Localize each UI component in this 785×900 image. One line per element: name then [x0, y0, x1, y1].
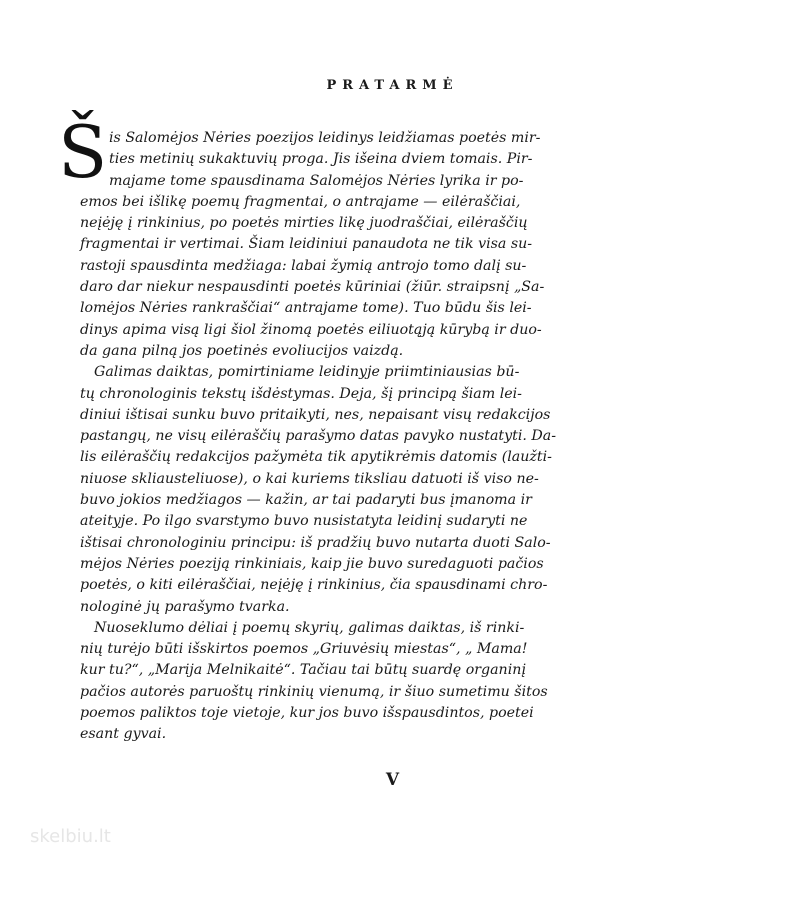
text-line: diniui ištisai sunku buvo pritaikyti, nes, nepaisant visų redakcijos [80, 406, 551, 423]
text-line: ateityje. Po ilgo svarstymo buvo nusistatyta leidinį sudaryti ne [80, 513, 528, 530]
text-line: Galimas daiktas, pomirtiniame leidinyje priimtiniausias bū- [94, 364, 520, 381]
text-line: esant gyvai. [80, 726, 167, 743]
text-line: pastangų, ne visų eilėraščių parašymo datas pavyko nustatyti. Da- [80, 428, 557, 445]
text-line: fragmentai ir vertimai. Šiam leidiniui panaudota ne tik visa su- [80, 236, 533, 253]
text-line: nologinė jų parašymo tvarka. [80, 598, 290, 615]
text-line: daro dar niekur nespausdinti poetės kūriniai (žiūr. straipsnį „Sa- [80, 279, 545, 296]
text-line: dinys apima visą ligi šiol žinomą poetės eiliuotąją kūrybą ir duo- [80, 321, 542, 338]
watermark: skelbiu.lt [30, 826, 111, 847]
text-line: tų chronologinis tekstų išdėstymas. Deja, šį principą šiam lei- [80, 385, 522, 402]
page-title: PRATARMĖ [326, 78, 459, 93]
text-line: poemos paliktos toje vietoje, kur jos buvo išspausdintos, poetei [80, 705, 534, 722]
text-line: nių turėjo būti išskirtos poemos „Griuvėsių miestas“, „ Mama! [80, 641, 528, 658]
body-text [80, 128, 740, 746]
text-line: lomėjos Nėries rankraščiai“ antrajame tome). Tuo būdu šis lei- [80, 300, 532, 317]
text-line: Nuoseklumo dėliai į poemų skyrių, galimas daiktas, iš rinki- [94, 619, 525, 636]
text-line: is Salomėjos Nėries poezijos leidinys leidžiamas poetės mir- [109, 130, 541, 146]
drop-cap: Š [58, 110, 108, 194]
text-line: kur tu?“, „Marija Melnikaitė“. Tačiau tai būtų suardę organinį [80, 662, 526, 679]
text-line: neįėję į rinkinius, po poetės mirties likę juodraščiai, eilėraščių [80, 215, 528, 232]
text-line: niuose skliausteliuose), o kai kuriems tiksliau datuoti iš viso ne- [80, 470, 539, 487]
text-line: pačios autorės paruoštų rinkinių vienumą, ir šiuo sumetimu šitos [80, 683, 548, 700]
page-number: V [385, 770, 400, 790]
text-line: buvo jokios medžiagos — kažin, ar tai padaryti bus įmanoma ir [80, 492, 532, 509]
text-line: rastoji spausdinta medžiaga: labai žymią antrojo tomo dalį su- [80, 257, 527, 274]
text-line: majame tome spausdinama Salomėjos Nėries lyrika ir po- [109, 172, 524, 189]
text-line: ties metinių sukaktuvių proga. Jis išeina dviem tomais. Pir- [109, 151, 533, 168]
text-line: lis eilėraščių redakcijos pažymėta tik apytikrėmis datomis (laužti- [80, 449, 552, 466]
text-line: ištisai chronologiniu principu: iš pradžių buvo nutarta duoti Salo- [80, 534, 551, 551]
text-line: da gana pilną jos poetinės evoliucijos vaizdą. [80, 342, 404, 359]
text-line: emos bei išlikę poemų fragmentai, o antrajame — eilėraščiai, [80, 193, 521, 210]
text-line: poetės, o kiti eilėraščiai, neįėję į rinkinius, čia spausdinami chro- [80, 577, 548, 594]
text-line: mėjos Nėries poeziją rinkiniais, kaip jie buvo suredaguoti pačios [80, 555, 544, 572]
